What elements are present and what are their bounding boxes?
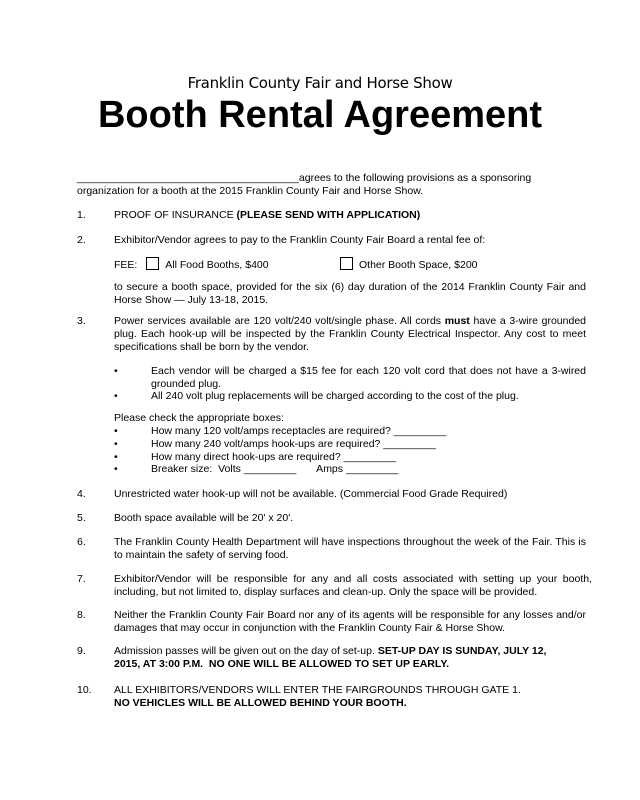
page-title: Booth Rental Agreement [97, 94, 543, 136]
item-number: 6. [77, 536, 86, 548]
bullet-symbol: • [114, 463, 118, 475]
item-3-text-b: have a 3-wire grounded plug. Each hook-up will be inspected by the Franklin County Electrical Inspector. Any cost to meet specifications shall be born by the vendor. [114, 315, 586, 353]
check-item-240v[interactable]: How many 240 volt/amps hook-ups are required? _________ [151, 438, 436, 450]
item-9-line-1 [114, 645, 546, 658]
item-6-text: The Franklin County Health Department will have inspections throughout the week of the Fair. This is to maintain the safety of serving food. [114, 536, 586, 561]
item-9-bold-1: SET-UP DAY IS SUNDAY, JULY 12, [377, 645, 547, 657]
item-5-text: Booth space available will be 20' x 20'. [114, 512, 294, 524]
item-10-text: ALL EXHIBITORS/VENDORS WILL ENTER THE FAIRGROUNDS THROUGH GATE 1. [114, 684, 521, 696]
fair-name-subtitle: Franklin County Fair and Horse Show [187, 74, 453, 92]
bullet-symbol: • [114, 438, 118, 450]
item-1-bold: (PLEASE SEND WITH APPLICATION) [236, 209, 421, 221]
food-booth-checkbox[interactable] [146, 257, 159, 270]
bullet-symbol: • [114, 365, 118, 377]
bullet-symbol: • [114, 425, 118, 437]
bullet-symbol: • [114, 390, 118, 402]
bullet-symbol: • [114, 451, 118, 463]
other-booth-checkbox[interactable] [340, 257, 353, 270]
item-4-text: Unrestricted water hook-up will not be available. (Commercial Food Grade Required) [114, 488, 508, 500]
item-1-label: PROOF OF INSURANCE [114, 209, 237, 221]
check-item-direct[interactable]: How many direct hook-ups are required? _________ [151, 451, 397, 463]
power-bullet-2: All 240 volt plug replacements will be charged according to the cost of the plug. [151, 390, 519, 402]
item-3-text [114, 315, 586, 354]
item-number: 3. [77, 315, 86, 327]
item-number: 4. [77, 488, 86, 500]
item-2-continuation: to secure a booth space, provided for the six (6) day duration of the 2014 Franklin County Fair and Horse Show — July 13-18, 2015. [114, 281, 586, 306]
other-booth-option [340, 257, 478, 272]
intro-text-1: agrees to the following provisions as a sponsoring [298, 172, 532, 184]
food-booth-option-label: All Food Booths, $400 [165, 259, 269, 271]
item-9-text: Admission passes will be given out on the day of set-up. [114, 645, 378, 657]
check-item-120v[interactable]: How many 120 volt/amps receptacles are required? _________ [151, 425, 447, 437]
check-item-breaker[interactable]: Breaker size: Volts _________ Amps _________ [151, 463, 399, 475]
fee-row [114, 257, 269, 272]
item-3-text-bold: must [444, 315, 470, 327]
item-1-text [114, 209, 420, 222]
item-10-bold: NO VEHICLES WILL BE ALLOWED BEHIND YOUR BOOTH. [114, 697, 407, 709]
item-9-bold-2: 2015, AT 3:00 P.M. NO ONE WILL BE ALLOWED TO SET UP EARLY. [114, 658, 450, 670]
item-number: 5. [77, 512, 86, 524]
item-number: 8. [77, 609, 86, 621]
other-booth-option-label: Other Booth Space, $200 [359, 259, 478, 271]
item-2-text: Exhibitor/Vendor agrees to pay to the Franklin County Fair Board a rental fee of: [114, 234, 486, 246]
item-number: 2. [77, 234, 86, 246]
item-3-text-a: Power services available are 120 volt/240 volt/single phase. All cords [114, 315, 445, 327]
item-number: 1. [77, 209, 86, 221]
intro-line-1 [77, 172, 531, 185]
item-number: 9. [77, 645, 86, 657]
fee-label: FEE: [114, 259, 138, 271]
intro-line-2: organization for a booth at the 2015 Franklin County Fair and Horse Show. [77, 185, 424, 197]
power-bullet-1: Each vendor will be charged a $15 fee for each 120 volt cord that does not have a 3-wired grounded plug. [151, 365, 586, 390]
item-8-text: Neither the Franklin County Fair Board nor any of its agents will be responsible for any losses and/or damages that may occur in conjunction with the Franklin County Fair & Horse Show. [114, 609, 586, 634]
item-number: 7. [77, 573, 86, 585]
item-7-text: Exhibitor/Vendor will be responsible for any and all costs associated with setting up your booth, including, but not limited to, display surfaces and clean-up. Only the space will be provided. [114, 573, 592, 598]
item-number: 10. [77, 684, 92, 696]
check-boxes-intro: Please check the appropriate boxes: [114, 412, 284, 424]
organization-name-blank[interactable]: ______________________________________ [77, 172, 299, 184]
